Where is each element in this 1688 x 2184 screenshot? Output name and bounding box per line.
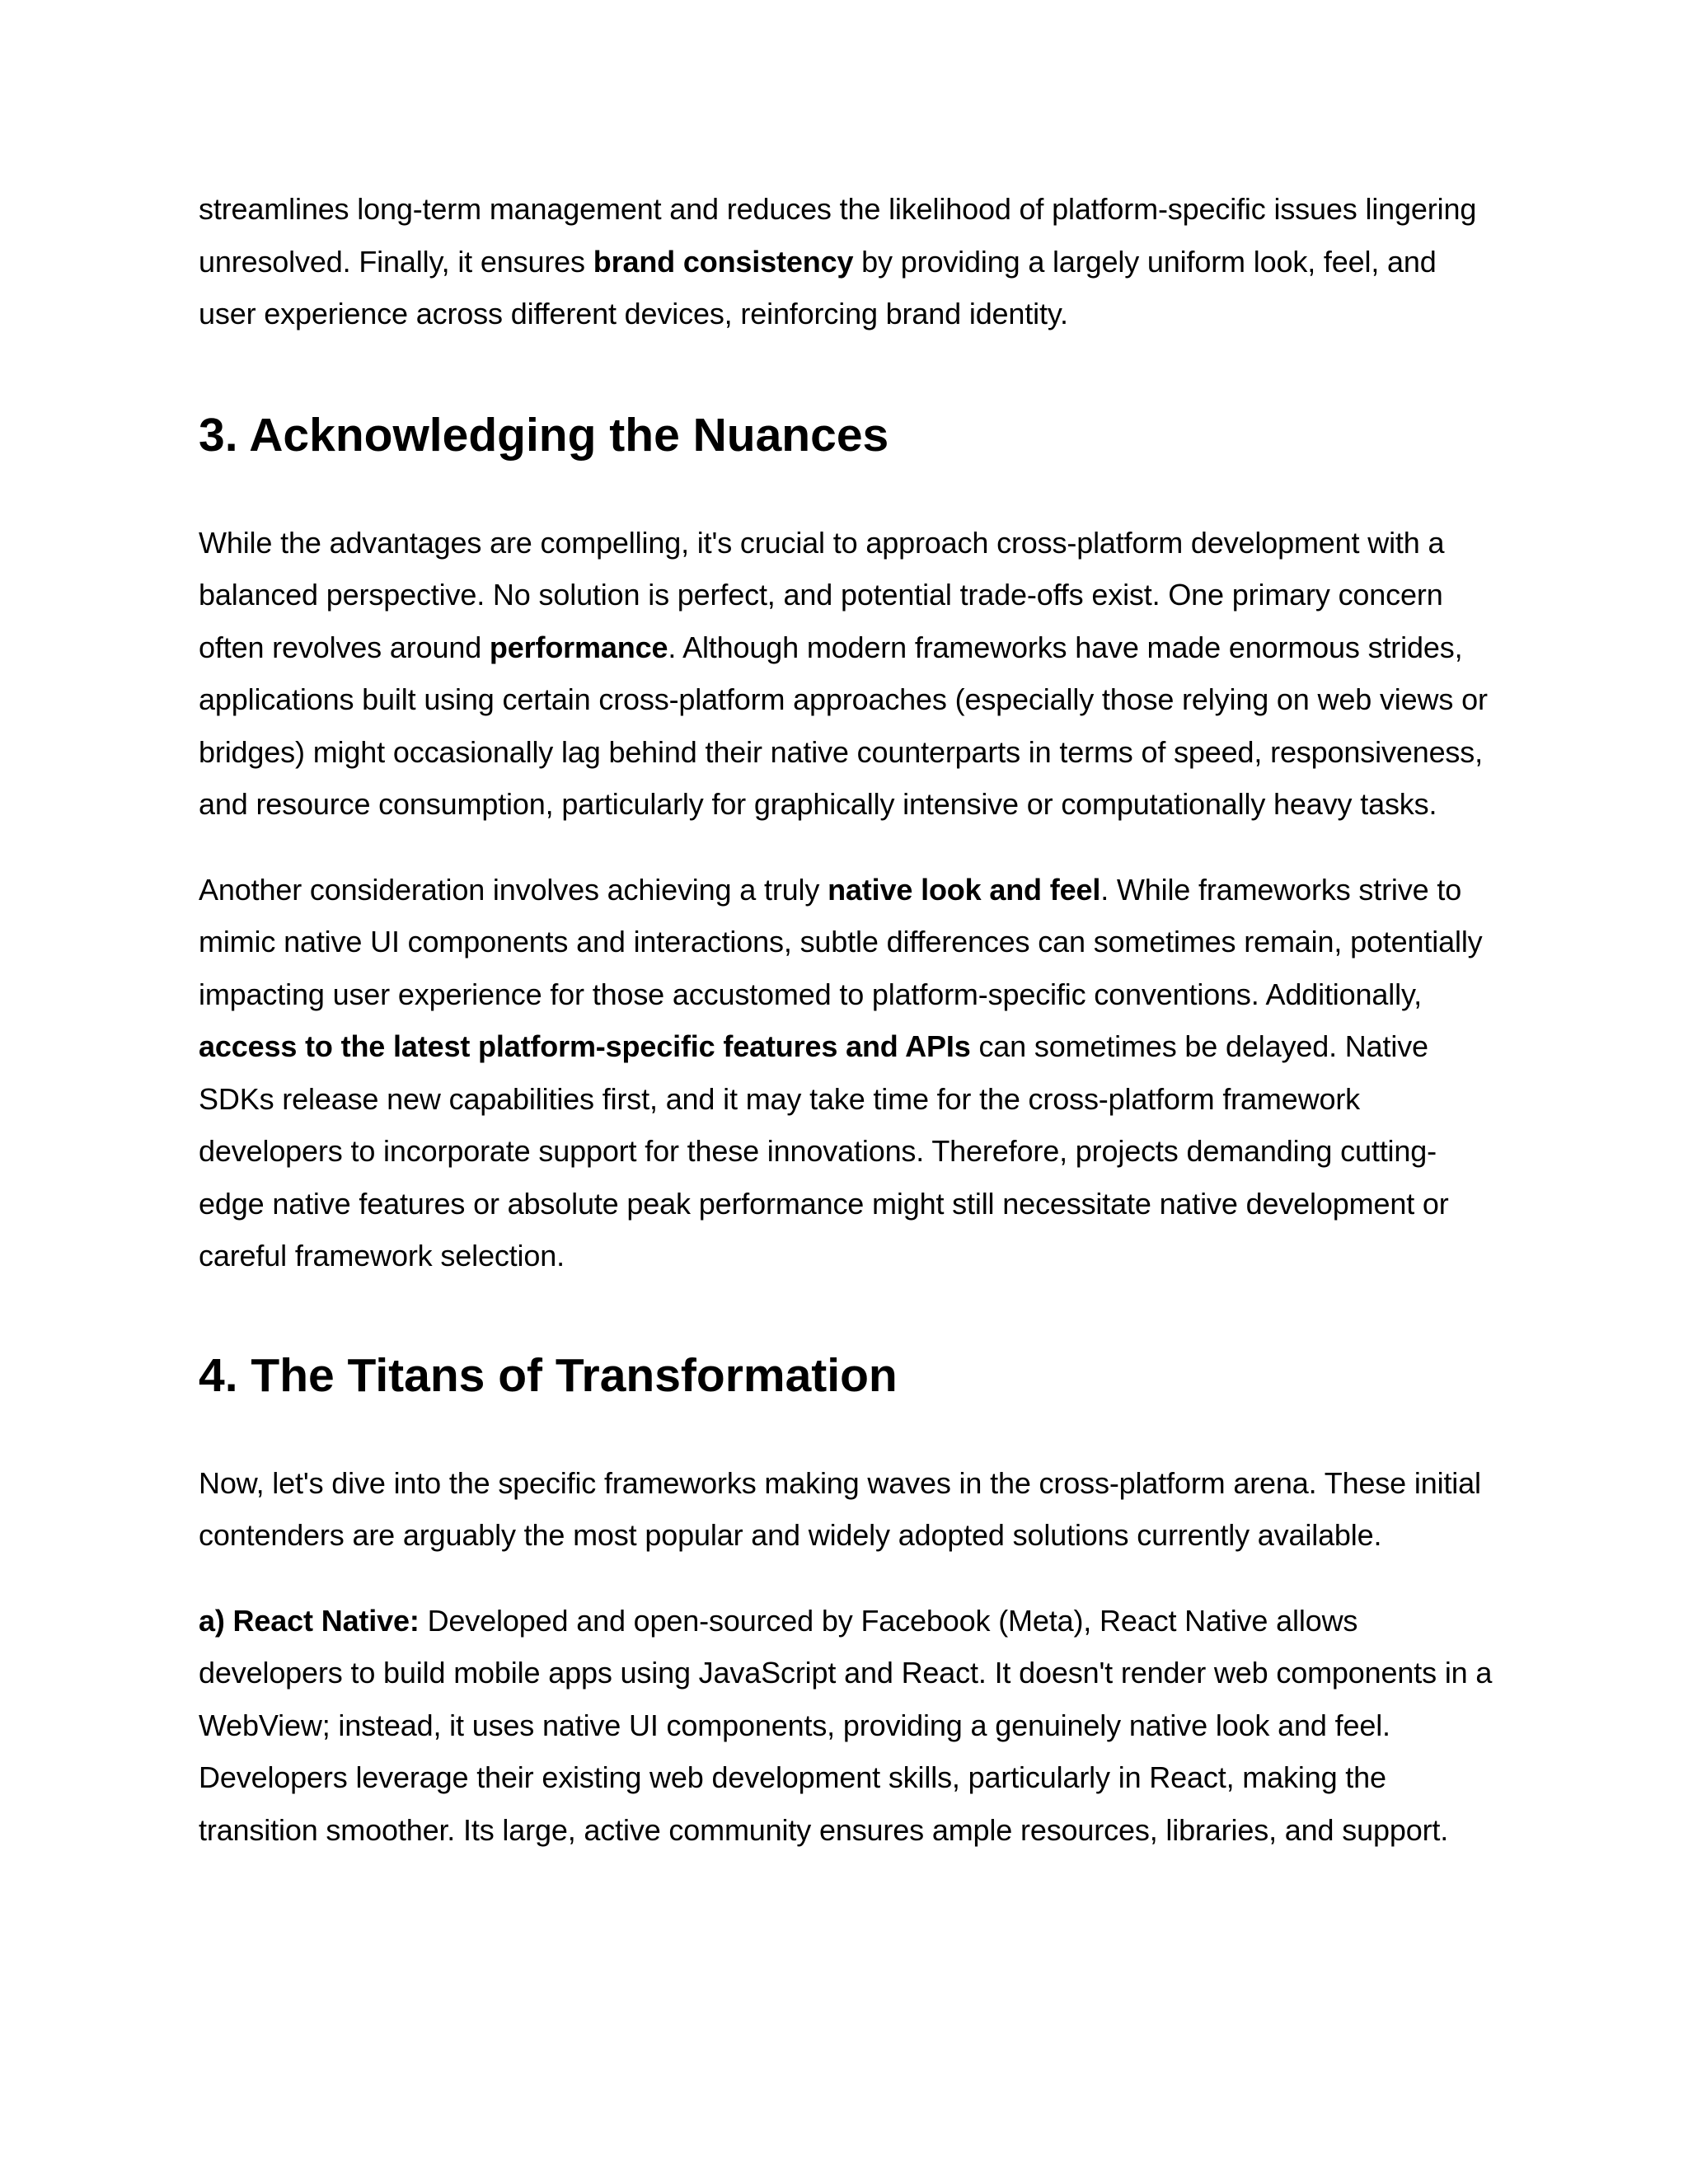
intro-text-2: by providing a largely uniform look, feel, and user experience across different devices, reinforcing brand identity. bbox=[199, 244, 1437, 330]
react-native-paragraph bbox=[199, 1595, 1501, 1857]
brand-consistency-bold: brand consistency bbox=[593, 244, 854, 279]
native-look-paragraph bbox=[199, 864, 1501, 1282]
react-native-text: Developed and open-sourced by Facebook (Meta), React Native allows developers to build mobile apps using JavaScript and React. It doesn't render web components in a WebView; instead, it uses native UI components, providing a genuinely native look and feel. Developers leverage their existing web development skills, particularly in React, making the transition smoother. Its large, active community ensures ample resources, libraries, and support. bbox=[199, 1603, 1493, 1847]
performance-text-1: While the advantages are compelling, it's crucial to approach cross-platform development with a balanced perspective. No solution is perfect, and potential trade-offs exist. One primary concern often revolves around bbox=[199, 525, 1445, 664]
api-access-bold: access to the latest platform-specific features and APIs bbox=[199, 1029, 971, 1063]
document-page bbox=[199, 183, 1501, 1856]
performance-text-2: . Although modern frameworks have made enormous strides, applications built using certain cross-platform approaches (especially those relying on web views or bridges) might occasionally lag behind their native counterparts in terms of speed, responsiveness, and resource consumption, particularly for graphically intensive or computationally heavy tasks. bbox=[199, 630, 1488, 821]
intro-text-1: streamlines long-term management and reduces the likelihood of platform-specific issues lingering unresolved. Finally, it ensures bbox=[199, 192, 1477, 279]
native-text-3: can sometimes be delayed. Native SDKs release new capabilities first, and it may take time for the cross-platform framework developers to incorporate support for these innovations. Therefore, projects demanding cutting-edge native features or absolute peak performance might still necessitate native development or careful framework selection. bbox=[199, 1029, 1449, 1272]
section-4-heading: 4. The Titans of Transformation bbox=[199, 1348, 898, 1402]
performance-paragraph bbox=[199, 517, 1501, 831]
native-text-2: . While frameworks strive to mimic native UI components and interactions, subtle differences can sometimes remain, potentially impacting user experience for those accustomed to platform-specific conventions. Additionally, bbox=[199, 872, 1483, 1011]
intro-paragraph bbox=[199, 183, 1501, 340]
native-text-1: Another consideration involves achieving a truly bbox=[199, 872, 828, 907]
performance-bold: performance bbox=[489, 630, 668, 664]
frameworks-intro-paragraph: Now, let's dive into the specific frameworks making waves in the cross-platform arena. These initial contenders are arguably the most popular and widely adopted solutions currently available. bbox=[199, 1465, 1481, 1552]
native-look-bold: native look and feel bbox=[828, 872, 1101, 907]
react-native-bold: a) React Native: bbox=[199, 1603, 420, 1638]
section-3-heading: 3. Acknowledging the Nuances bbox=[199, 408, 889, 462]
